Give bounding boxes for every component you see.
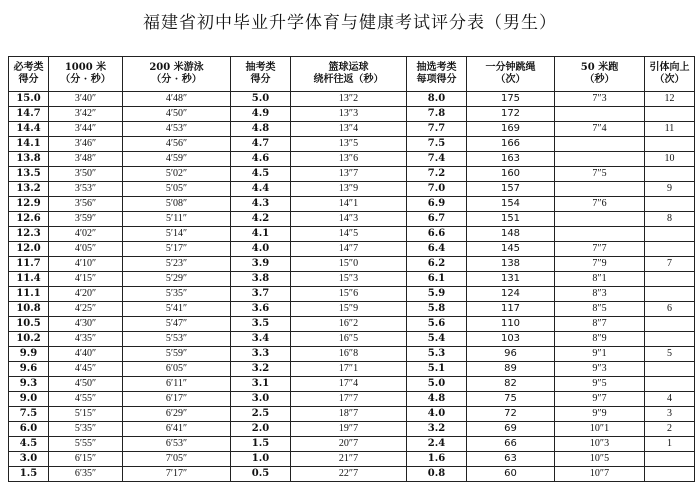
cell-rope-skip: 160 (467, 167, 555, 182)
cell-pullup (645, 287, 695, 302)
table-row (9, 377, 695, 392)
header-score-required: 必考类 得分 (9, 57, 49, 92)
cell-run-50: 8″9 (555, 332, 645, 347)
cell-score-elective: 6.9 (407, 197, 467, 212)
cell-run-50 (555, 107, 645, 122)
cell-score-drawn: 3.0 (231, 392, 291, 407)
table-row (9, 347, 695, 362)
cell-run-50: 7″7 (555, 242, 645, 257)
cell-pullup (645, 167, 695, 182)
cell-basketball: 16″8 (291, 347, 407, 362)
cell-pullup (645, 467, 695, 482)
cell-basketball: 17″4 (291, 377, 407, 392)
cell-basketball: 15″3 (291, 272, 407, 287)
cell-swim-200: 4′53″ (123, 122, 231, 137)
cell-score-elective: 6.7 (407, 212, 467, 227)
cell-basketball: 13″9 (291, 182, 407, 197)
cell-swim-200: 5′14″ (123, 227, 231, 242)
cell-swim-200: 4′56″ (123, 137, 231, 152)
cell-basketball: 22″7 (291, 467, 407, 482)
cell-run-1000: 3′50″ (49, 167, 123, 182)
cell-basketball: 20″7 (291, 437, 407, 452)
cell-score-elective: 5.4 (407, 332, 467, 347)
cell-score-required: 11.4 (9, 272, 49, 287)
cell-score-required: 13.5 (9, 167, 49, 182)
table-row (9, 407, 695, 422)
cell-run-50: 8″5 (555, 302, 645, 317)
cell-run-1000: 4′20″ (49, 287, 123, 302)
cell-score-required: 13.8 (9, 152, 49, 167)
cell-basketball: 14″1 (291, 197, 407, 212)
table-row (9, 137, 695, 152)
cell-score-required: 10.5 (9, 317, 49, 332)
cell-score-drawn: 0.5 (231, 467, 291, 482)
cell-pullup: 8 (645, 212, 695, 227)
cell-run-50 (555, 152, 645, 167)
cell-swim-200: 5′05″ (123, 182, 231, 197)
cell-swim-200: 6′11″ (123, 377, 231, 392)
table-row (9, 92, 695, 107)
cell-run-50: 7″9 (555, 257, 645, 272)
cell-run-1000: 3′56″ (49, 197, 123, 212)
cell-swim-200: 5′41″ (123, 302, 231, 317)
cell-run-50 (555, 182, 645, 197)
cell-run-1000: 4′02″ (49, 227, 123, 242)
cell-run-1000: 4′05″ (49, 242, 123, 257)
cell-run-50: 9″3 (555, 362, 645, 377)
cell-run-50: 9″9 (555, 407, 645, 422)
cell-score-drawn: 4.1 (231, 227, 291, 242)
cell-basketball: 14″3 (291, 212, 407, 227)
cell-run-1000: 4′55″ (49, 392, 123, 407)
cell-score-elective: 3.2 (407, 422, 467, 437)
cell-swim-200: 7′17″ (123, 467, 231, 482)
cell-basketball: 16″5 (291, 332, 407, 347)
cell-pullup (645, 227, 695, 242)
cell-run-50 (555, 212, 645, 227)
cell-basketball: 15″9 (291, 302, 407, 317)
cell-score-drawn: 3.2 (231, 362, 291, 377)
cell-run-1000: 3′40″ (49, 92, 123, 107)
cell-run-50: 9″7 (555, 392, 645, 407)
cell-pullup: 2 (645, 422, 695, 437)
table-body (9, 92, 695, 482)
cell-basketball: 13″6 (291, 152, 407, 167)
cell-score-drawn: 2.5 (231, 407, 291, 422)
cell-score-elective: 7.0 (407, 182, 467, 197)
cell-pullup (645, 272, 695, 287)
cell-basketball: 13″4 (291, 122, 407, 137)
cell-run-1000: 5′15″ (49, 407, 123, 422)
table-row (9, 107, 695, 122)
cell-score-drawn: 4.2 (231, 212, 291, 227)
cell-pullup (645, 242, 695, 257)
cell-run-50: 7″4 (555, 122, 645, 137)
cell-swim-200: 5′59″ (123, 347, 231, 362)
cell-score-required: 11.1 (9, 287, 49, 302)
cell-run-1000: 3′44″ (49, 122, 123, 137)
cell-run-1000: 3′53″ (49, 182, 123, 197)
cell-score-required: 7.5 (9, 407, 49, 422)
cell-run-50: 10″5 (555, 452, 645, 467)
cell-score-elective: 5.9 (407, 287, 467, 302)
cell-run-1000: 3′59″ (49, 212, 123, 227)
cell-run-50: 10″1 (555, 422, 645, 437)
cell-run-1000: 4′50″ (49, 377, 123, 392)
cell-basketball: 16″2 (291, 317, 407, 332)
header-swim-200: 200 米游泳 （分 · 秒） (123, 57, 231, 92)
cell-score-drawn: 4.0 (231, 242, 291, 257)
cell-run-1000: 4′45″ (49, 362, 123, 377)
cell-swim-200: 6′17″ (123, 392, 231, 407)
cell-score-drawn: 2.0 (231, 422, 291, 437)
cell-basketball: 13″2 (291, 92, 407, 107)
cell-score-drawn: 3.1 (231, 377, 291, 392)
cell-rope-skip: 103 (467, 332, 555, 347)
table-header-row (9, 57, 695, 92)
cell-score-drawn: 5.0 (231, 92, 291, 107)
cell-pullup (645, 332, 695, 347)
cell-score-elective: 7.2 (407, 167, 467, 182)
cell-score-required: 6.0 (9, 422, 49, 437)
cell-rope-skip: 145 (467, 242, 555, 257)
cell-rope-skip: 175 (467, 92, 555, 107)
cell-rope-skip: 157 (467, 182, 555, 197)
cell-pullup: 10 (645, 152, 695, 167)
cell-swim-200: 5′02″ (123, 167, 231, 182)
cell-swim-200: 4′48″ (123, 92, 231, 107)
cell-run-50 (555, 227, 645, 242)
cell-score-required: 14.4 (9, 122, 49, 137)
cell-score-drawn: 3.6 (231, 302, 291, 317)
header-run-50: 50 米跑 （秒） (555, 57, 645, 92)
cell-score-drawn: 4.5 (231, 167, 291, 182)
cell-pullup: 4 (645, 392, 695, 407)
table-row (9, 212, 695, 227)
cell-swim-200: 5′47″ (123, 317, 231, 332)
cell-score-required: 14.7 (9, 107, 49, 122)
cell-score-elective: 7.7 (407, 122, 467, 137)
cell-run-1000: 4′10″ (49, 257, 123, 272)
cell-score-drawn: 4.8 (231, 122, 291, 137)
table-row (9, 362, 695, 377)
cell-score-drawn: 4.6 (231, 152, 291, 167)
cell-swim-200: 6′53″ (123, 437, 231, 452)
cell-swim-200: 5′23″ (123, 257, 231, 272)
cell-run-50: 8″1 (555, 272, 645, 287)
cell-swim-200: 7′05″ (123, 452, 231, 467)
cell-score-elective: 8.0 (407, 92, 467, 107)
cell-run-50: 10″7 (555, 467, 645, 482)
table-row (9, 467, 695, 482)
cell-score-drawn: 3.4 (231, 332, 291, 347)
cell-score-required: 13.2 (9, 182, 49, 197)
cell-score-required: 4.5 (9, 437, 49, 452)
cell-pullup (645, 137, 695, 152)
cell-score-required: 9.3 (9, 377, 49, 392)
cell-run-1000: 3′46″ (49, 137, 123, 152)
cell-swim-200: 5′35″ (123, 287, 231, 302)
cell-score-elective: 6.1 (407, 272, 467, 287)
table-row (9, 182, 695, 197)
cell-score-elective: 6.2 (407, 257, 467, 272)
cell-score-required: 10.2 (9, 332, 49, 347)
cell-basketball: 18″7 (291, 407, 407, 422)
cell-score-elective: 5.3 (407, 347, 467, 362)
cell-basketball: 14″5 (291, 227, 407, 242)
cell-run-1000: 5′55″ (49, 437, 123, 452)
cell-basketball: 13″3 (291, 107, 407, 122)
cell-pullup: 7 (645, 257, 695, 272)
cell-rope-skip: 151 (467, 212, 555, 227)
cell-basketball: 17″7 (291, 392, 407, 407)
cell-score-required: 12.6 (9, 212, 49, 227)
cell-run-1000: 3′48″ (49, 152, 123, 167)
cell-rope-skip: 110 (467, 317, 555, 332)
cell-rope-skip: 169 (467, 122, 555, 137)
cell-score-required: 3.0 (9, 452, 49, 467)
cell-score-required: 1.5 (9, 467, 49, 482)
cell-score-elective: 6.4 (407, 242, 467, 257)
page-title: 福建省初中毕业升学体育与健康考试评分表（男生） (143, 13, 557, 33)
table-row (9, 122, 695, 137)
cell-run-1000: 4′15″ (49, 272, 123, 287)
cell-run-1000: 6′15″ (49, 452, 123, 467)
cell-rope-skip: 154 (467, 197, 555, 212)
cell-score-drawn: 1.5 (231, 437, 291, 452)
cell-pullup: 3 (645, 407, 695, 422)
cell-run-1000: 4′30″ (49, 317, 123, 332)
cell-score-drawn: 4.3 (231, 197, 291, 212)
cell-rope-skip: 163 (467, 152, 555, 167)
cell-basketball: 13″5 (291, 137, 407, 152)
cell-swim-200: 5′17″ (123, 242, 231, 257)
cell-score-elective: 0.8 (407, 467, 467, 482)
header-score-drawn: 抽考类 得分 (231, 57, 291, 92)
cell-basketball: 14″7 (291, 242, 407, 257)
cell-basketball: 15″6 (291, 287, 407, 302)
cell-score-required: 10.8 (9, 302, 49, 317)
cell-score-drawn: 4.9 (231, 107, 291, 122)
cell-score-elective: 2.4 (407, 437, 467, 452)
cell-score-drawn: 3.9 (231, 257, 291, 272)
cell-basketball: 21″7 (291, 452, 407, 467)
cell-score-elective: 7.5 (407, 137, 467, 152)
table-row (9, 152, 695, 167)
cell-run-50: 7″6 (555, 197, 645, 212)
cell-score-required: 9.0 (9, 392, 49, 407)
cell-rope-skip: 89 (467, 362, 555, 377)
table-row (9, 302, 695, 317)
cell-basketball: 17″1 (291, 362, 407, 377)
cell-score-drawn: 3.5 (231, 317, 291, 332)
cell-score-drawn: 4.7 (231, 137, 291, 152)
cell-run-50: 8″3 (555, 287, 645, 302)
cell-run-1000: 6′35″ (49, 467, 123, 482)
cell-score-elective: 1.6 (407, 452, 467, 467)
cell-score-elective: 5.1 (407, 362, 467, 377)
table-row (9, 287, 695, 302)
cell-rope-skip: 166 (467, 137, 555, 152)
header-rope-skip: 一分钟跳绳 （次） (467, 57, 555, 92)
cell-pullup: 5 (645, 347, 695, 362)
cell-pullup (645, 197, 695, 212)
cell-score-elective: 5.8 (407, 302, 467, 317)
table-row (9, 227, 695, 242)
cell-run-1000: 4′25″ (49, 302, 123, 317)
table-row (9, 452, 695, 467)
cell-pullup: 6 (645, 302, 695, 317)
table-row (9, 437, 695, 452)
cell-pullup: 1 (645, 437, 695, 452)
cell-swim-200: 6′41″ (123, 422, 231, 437)
cell-rope-skip: 138 (467, 257, 555, 272)
header-pullup: 引体向上 （次） (645, 57, 695, 92)
cell-rope-skip: 117 (467, 302, 555, 317)
table-row (9, 422, 695, 437)
cell-score-elective: 5.0 (407, 377, 467, 392)
cell-run-50: 9″1 (555, 347, 645, 362)
cell-basketball: 19″7 (291, 422, 407, 437)
cell-score-elective: 4.8 (407, 392, 467, 407)
cell-score-required: 15.0 (9, 92, 49, 107)
cell-run-1000: 4′40″ (49, 347, 123, 362)
cell-rope-skip: 72 (467, 407, 555, 422)
table-row (9, 332, 695, 347)
cell-pullup (645, 107, 695, 122)
table-row (9, 242, 695, 257)
cell-rope-skip: 60 (467, 467, 555, 482)
cell-run-1000: 4′35″ (49, 332, 123, 347)
cell-basketball: 15″0 (291, 257, 407, 272)
cell-swim-200: 5′11″ (123, 212, 231, 227)
cell-rope-skip: 148 (467, 227, 555, 242)
cell-run-50: 8″7 (555, 317, 645, 332)
cell-score-elective: 7.4 (407, 152, 467, 167)
cell-pullup: 12 (645, 92, 695, 107)
cell-score-elective: 5.6 (407, 317, 467, 332)
cell-run-50: 7″3 (555, 92, 645, 107)
cell-swim-200: 5′29″ (123, 272, 231, 287)
score-table (8, 56, 695, 482)
cell-pullup (645, 377, 695, 392)
table-row (9, 257, 695, 272)
table-row (9, 167, 695, 182)
header-run-1000: 1000 米 （分 · 秒） (49, 57, 123, 92)
cell-score-drawn: 3.3 (231, 347, 291, 362)
cell-swim-200: 6′05″ (123, 362, 231, 377)
cell-score-elective: 7.8 (407, 107, 467, 122)
cell-rope-skip: 131 (467, 272, 555, 287)
table-row (9, 197, 695, 212)
header-basketball: 篮球运球 绕杆往返（秒） (291, 57, 407, 92)
cell-swim-200: 5′53″ (123, 332, 231, 347)
cell-score-required: 12.3 (9, 227, 49, 242)
cell-rope-skip: 82 (467, 377, 555, 392)
cell-score-drawn: 3.8 (231, 272, 291, 287)
cell-score-drawn: 1.0 (231, 452, 291, 467)
cell-score-drawn: 3.7 (231, 287, 291, 302)
cell-run-50: 7″5 (555, 167, 645, 182)
cell-run-1000: 5′35″ (49, 422, 123, 437)
cell-rope-skip: 69 (467, 422, 555, 437)
cell-run-50 (555, 137, 645, 152)
cell-score-drawn: 4.4 (231, 182, 291, 197)
cell-score-required: 9.6 (9, 362, 49, 377)
cell-score-required: 12.9 (9, 197, 49, 212)
cell-score-required: 9.9 (9, 347, 49, 362)
cell-basketball: 13″7 (291, 167, 407, 182)
header-score-elective: 抽选考类 每项得分 (407, 57, 467, 92)
table-row (9, 317, 695, 332)
cell-rope-skip: 172 (467, 107, 555, 122)
cell-score-required: 12.0 (9, 242, 49, 257)
cell-run-1000: 3′42″ (49, 107, 123, 122)
cell-swim-200: 5′08″ (123, 197, 231, 212)
cell-pullup (645, 362, 695, 377)
cell-score-elective: 6.6 (407, 227, 467, 242)
cell-rope-skip: 124 (467, 287, 555, 302)
cell-pullup (645, 317, 695, 332)
cell-score-required: 14.1 (9, 137, 49, 152)
cell-pullup: 9 (645, 182, 695, 197)
cell-swim-200: 6′29″ (123, 407, 231, 422)
cell-pullup: 11 (645, 122, 695, 137)
cell-rope-skip: 96 (467, 347, 555, 362)
cell-swim-200: 4′59″ (123, 152, 231, 167)
cell-score-elective: 4.0 (407, 407, 467, 422)
cell-rope-skip: 63 (467, 452, 555, 467)
table-row (9, 392, 695, 407)
cell-run-50: 9″5 (555, 377, 645, 392)
table-row (9, 272, 695, 287)
cell-score-required: 11.7 (9, 257, 49, 272)
cell-pullup (645, 452, 695, 467)
cell-rope-skip: 66 (467, 437, 555, 452)
cell-swim-200: 4′50″ (123, 107, 231, 122)
cell-run-50: 10″3 (555, 437, 645, 452)
cell-rope-skip: 75 (467, 392, 555, 407)
